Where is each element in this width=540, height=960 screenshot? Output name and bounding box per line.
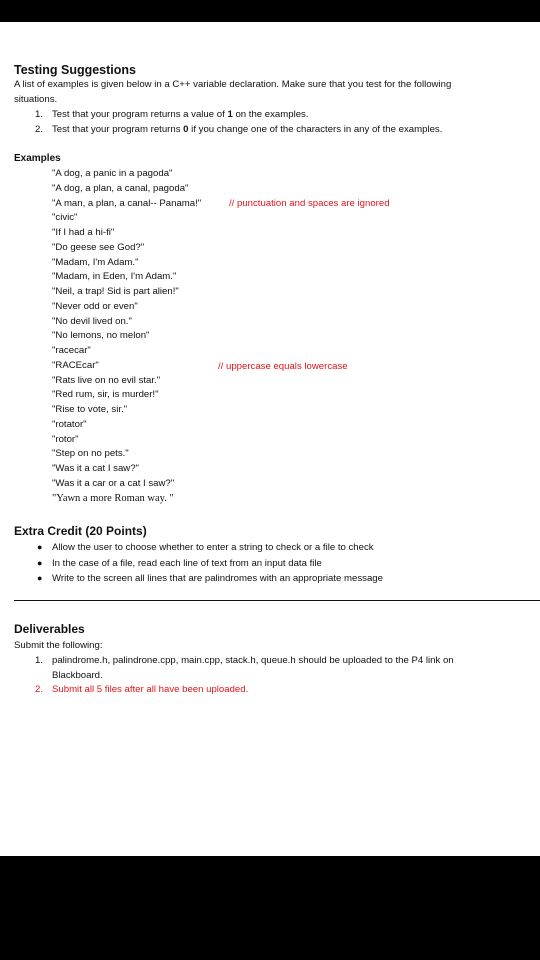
deliverables-item-number: 2. <box>35 684 44 695</box>
example-line: "If I had a hi-fi" <box>52 227 115 238</box>
example-line: "Madam, in Eden, I'm Adam." <box>52 271 177 283</box>
testing-item-1: Test that your program returns a value of 1 on the examples. <box>52 109 309 120</box>
example-line: "Never odd or even" <box>52 300 138 312</box>
section-heading-extra-credit: Extra Credit (20 Points) <box>14 524 147 538</box>
testing-intro-line2: situations. <box>14 94 58 105</box>
example-line: "rotor" <box>52 433 79 445</box>
example-line: "racecar" <box>52 345 91 356</box>
extra-bullet-1: Allow the user to choose whether to enter a string to check or a file to check <box>52 542 374 553</box>
testing-intro-line1: A list of examples is given below in a C++ variable declaration. Make sure that you test for the following <box>14 79 452 90</box>
example-line: "RACEcar" <box>52 359 99 371</box>
bullet-dot: ● <box>37 573 43 583</box>
deliverables-item-2: Submit all 5 files after all have been uploaded. <box>52 684 249 695</box>
comment-uppercase: // uppercase equals lowercase <box>218 361 348 372</box>
deliverables-item-1-line1: palindrome.h, palindrone.cpp, main.cpp, stack.h, queue.h should be uploaded to the P4 link on <box>52 655 454 666</box>
example-line: "No lemons, no melon" <box>52 330 150 342</box>
example-line: "Was it a cat I saw?" <box>52 463 139 474</box>
document-page <box>0 22 540 856</box>
example-line: "Yawn a more Roman way. " <box>52 492 174 504</box>
testing-item-number: 2. <box>35 124 44 135</box>
bullet-dot: ● <box>37 558 43 568</box>
example-line: "Rise to vote, sir." <box>52 404 128 415</box>
section-heading-deliverables: Deliverables <box>14 622 85 636</box>
comment-punctuation: // punctuation and spaces are ignored <box>229 198 390 209</box>
deliverables-intro: Submit the following: <box>14 640 103 651</box>
example-line: "Was it a car or a cat I saw?" <box>52 477 175 489</box>
example-line: "A man, a plan, a canal-- Panama!" <box>52 197 202 209</box>
example-line: "A dog, a panic in a pagoda" <box>52 168 173 179</box>
example-line: "Step on no pets." <box>52 448 129 460</box>
testing-item-2: Test that your program returns 0 if you change one of the characters in any of the examples. <box>52 124 443 135</box>
example-line: "rotator" <box>52 418 87 430</box>
example-line: "Do geese see God?" <box>52 241 145 253</box>
example-line: "A dog, a plan, a canal, pagoda" <box>52 182 189 194</box>
section-divider <box>14 600 540 601</box>
deliverables-item-number: 1. <box>35 655 44 666</box>
example-line: "No devil lived on." <box>52 315 132 327</box>
section-heading-examples: Examples <box>14 153 61 164</box>
example-line: "civic" <box>52 212 78 224</box>
extra-bullet-3: Write to the screen all lines that are palindromes with an appropriate message <box>52 573 383 584</box>
example-line: "Madam, I'm Adam." <box>52 256 139 268</box>
section-heading-testing: Testing Suggestions <box>14 63 136 77</box>
extra-bullet-2: In the case of a file, read each line of text from an input data file <box>52 558 322 569</box>
example-line: "Rats live on no evil star." <box>52 374 161 386</box>
example-line: "Red rum, sir, is murder!" <box>52 389 159 401</box>
deliverables-item-1-line2: Blackboard. <box>52 670 103 681</box>
bullet-dot: ● <box>37 542 43 552</box>
example-line: "Neil, a trap! Sid is part alien!" <box>52 286 179 297</box>
testing-item-number: 1. <box>35 109 44 120</box>
